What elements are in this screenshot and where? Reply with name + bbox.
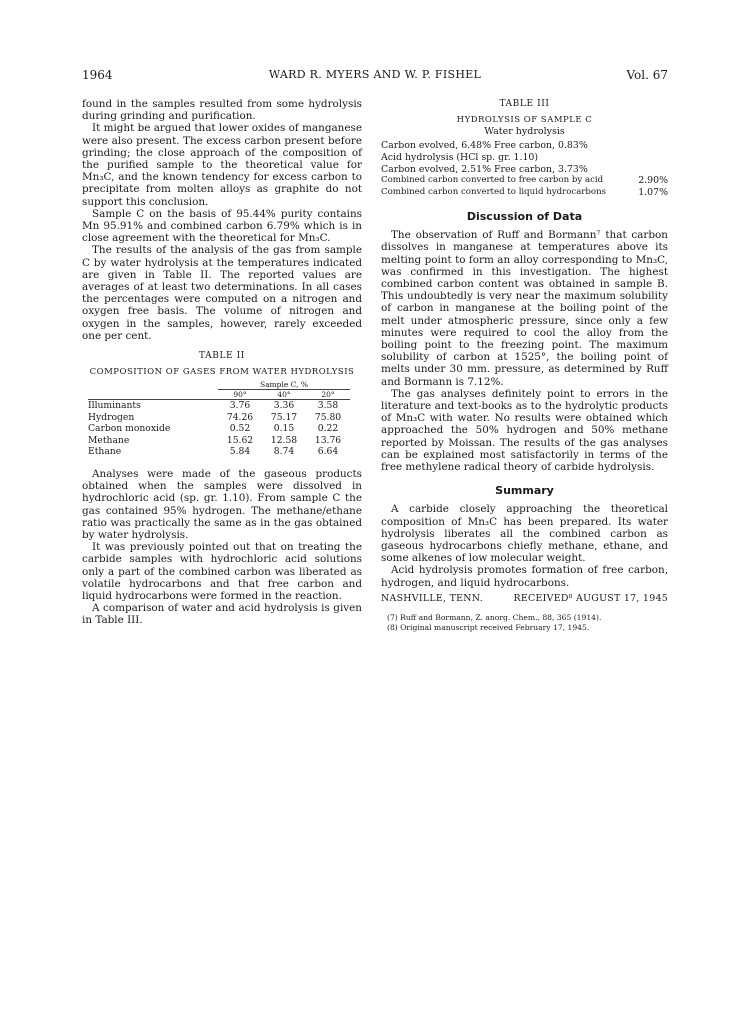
paragraph: A carbide closely approaching the theoretical composition of Mn₃C has been prepared. Its water hydrolysis liberates all the combined carbon as gaseous hydrocarbons chiefly methane, ethane, and some alkenes of low molecular weight. [381,503,668,565]
signature-line [381,593,668,605]
footnote: (7) Ruff and Bormann, Z. anorg. Chem., 88, 365 (1914). [387,613,602,623]
table-2-span-header: Sample C, % [218,380,350,390]
table-3 [381,140,668,199]
paragraph: Analyses were made of the gaseous products obtained when the samples were dissolved in hydrochloric acid (sp. gr. 1.10). From sample C the gas contained 95% hydrogen. The methane/ethane ratio was practically the same as in the gas obtained by water hydrolysis. [82,468,362,542]
received-date: RECEIVED⁸ AUGUST 17, 1945 [513,592,668,604]
paragraph: Sample C on the basis of 95.44% purity contains Mn 95.91% and combined carbon 6.79% which is in close agreement with the theoretical for Mn₃C. [82,207,362,245]
cell: 5.84 [229,446,251,458]
right-column [381,98,668,633]
cell: Combined carbon converted to free carbon by acid [381,175,604,186]
cell: 2.90% [638,175,668,187]
cell: 0.15 [273,423,295,435]
cell: 6.64 [317,446,339,458]
cell [634,152,668,164]
table-row [381,152,668,164]
paragraph: found in the samples resulted from some hydrolysis during grinding and purification. [82,98,362,123]
cell: 3.58 [317,400,339,412]
cell: Acid hydrolysis (HCl sp. gr. 1.10) [381,151,539,163]
volume-label: Vol. 67 [626,68,668,82]
table-row [88,423,350,435]
table-row [381,187,668,199]
table-3-label: TABLE III [499,99,550,109]
table-row [88,400,350,412]
table-2-title: COMPOSITION OF GASES FROM WATER HYDROLYSIS [89,367,355,378]
section-heading-discussion: Discussion of Data [466,209,583,223]
table-row [88,412,350,424]
location: NASHVILLE, TENN. [381,592,483,604]
cell: 75.17 [270,411,298,423]
table-3-title: HYDROLYSIS OF SAMPLE C [456,115,593,125]
table-row [88,435,350,447]
left-column [82,98,362,627]
paragraph: The gas analyses definitely point to errors in the literature and text-books as to the hydrolytic products of Mn₃C with water. No results were obtained which approached the 50% hydrogen and 50% methane reported by Moissan. The results of the gas analyses can be explained most satisfactorily in terms of the free methylene radical theory of carbide hydrolysis. [381,387,668,474]
table-row [88,446,350,458]
row-label: Illuminants [88,400,141,412]
paragraph: The results of the analysis of the gas from sample C by water hydrolysis at the temperatures indicated are given in Table II. The reported values are averages of at least two determinations. In all cases the percentages were computed on a nitrogen and oxygen free basis. The volume of nitrogen and oxygen in the samples, however, rarely exceeded one per cent. [82,244,362,342]
table-2 [88,380,350,458]
cell: 3.36 [273,400,295,412]
footnotes [381,613,668,633]
footnote: (8) Original manuscript received February 17, 1945. [387,623,590,633]
cell: 0.52 [229,423,251,435]
cell: 74.26 [226,411,254,423]
cell [634,164,668,176]
cell: Combined carbon converted to liquid hydrocarbons [381,187,607,198]
table-2-col-header: 90° [218,390,262,400]
section-heading-summary: Summary [495,484,554,498]
paragraph: A comparison of water and acid hydrolysis is given in Table III. [82,602,362,627]
table-2-col-header: 40° [262,390,306,400]
row-label: Carbon monoxide [88,423,171,435]
table-row [381,175,668,187]
cell: 75.80 [314,411,342,423]
cell: Carbon evolved, 2.51% Free carbon, 3.73% [381,163,588,175]
running-authors: WARD R. MYERS AND W. P. FISHEL [268,68,482,81]
paragraph: It was previously pointed out that on treating the carbide samples with hydrochloric acid solutions only a part of the combined carbon was liberated as volatile hydrocarbons and that free carbon and liquid hydrocarbons were formed in the reaction. [82,541,362,603]
running-header [82,68,668,84]
row-label: Hydrogen [88,411,135,423]
table-row [381,164,668,176]
table-row [381,140,668,152]
cell: 13.76 [314,434,342,446]
row-label: Methane [88,434,130,446]
table-2-col-header: 20° [306,390,350,400]
paragraph: Acid hydrolysis promotes formation of free carbon, hydrogen, and liquid hydrocarbons. [381,564,668,589]
paragraph: It might be argued that lower oxides of manganese were also present. The excess carbon present before grinding; the close approach of the composition of the purified sample to the theoretical value for Mn₃C, and the known tendency for excess carbon to precipitate from molten alloys as graphite do not support this conclusion. [82,122,362,208]
cell: 0.22 [317,423,339,435]
cell [634,140,668,152]
cell: 8.74 [273,446,295,458]
paragraph: The observation of Ruff and Bormann⁷ that carbon dissolves in manganese at temperatures above its melting point to form an alloy corresponding to Mn₃C, was confirmed in this investigation. The highest combined carbon content was obtained in sample B. This undoubtedly is very near the maximum solubility of carbon in manganese at the boiling point of the melt under atmospheric pressure, since only a few minutes were required to cool the alloy from the boiling point to the freezing point. The maximum solubility of carbon at 1525°, the boiling point of melts under 30 mm. pressure, as determined by Ruff and Bormann is 7.12%. [381,229,668,388]
row-label: Ethane [88,446,122,458]
page-number: 1964 [82,68,113,82]
table-3-subtitle: Water hydrolysis [484,126,565,137]
table-2-label: TABLE II [199,351,245,362]
cell: 15.62 [226,434,254,446]
cell: 1.07% [638,187,668,199]
cell: 3.76 [229,400,251,412]
cell: Carbon evolved, 6.48% Free carbon, 0.83% [381,140,588,151]
cell: 12.58 [270,434,298,446]
